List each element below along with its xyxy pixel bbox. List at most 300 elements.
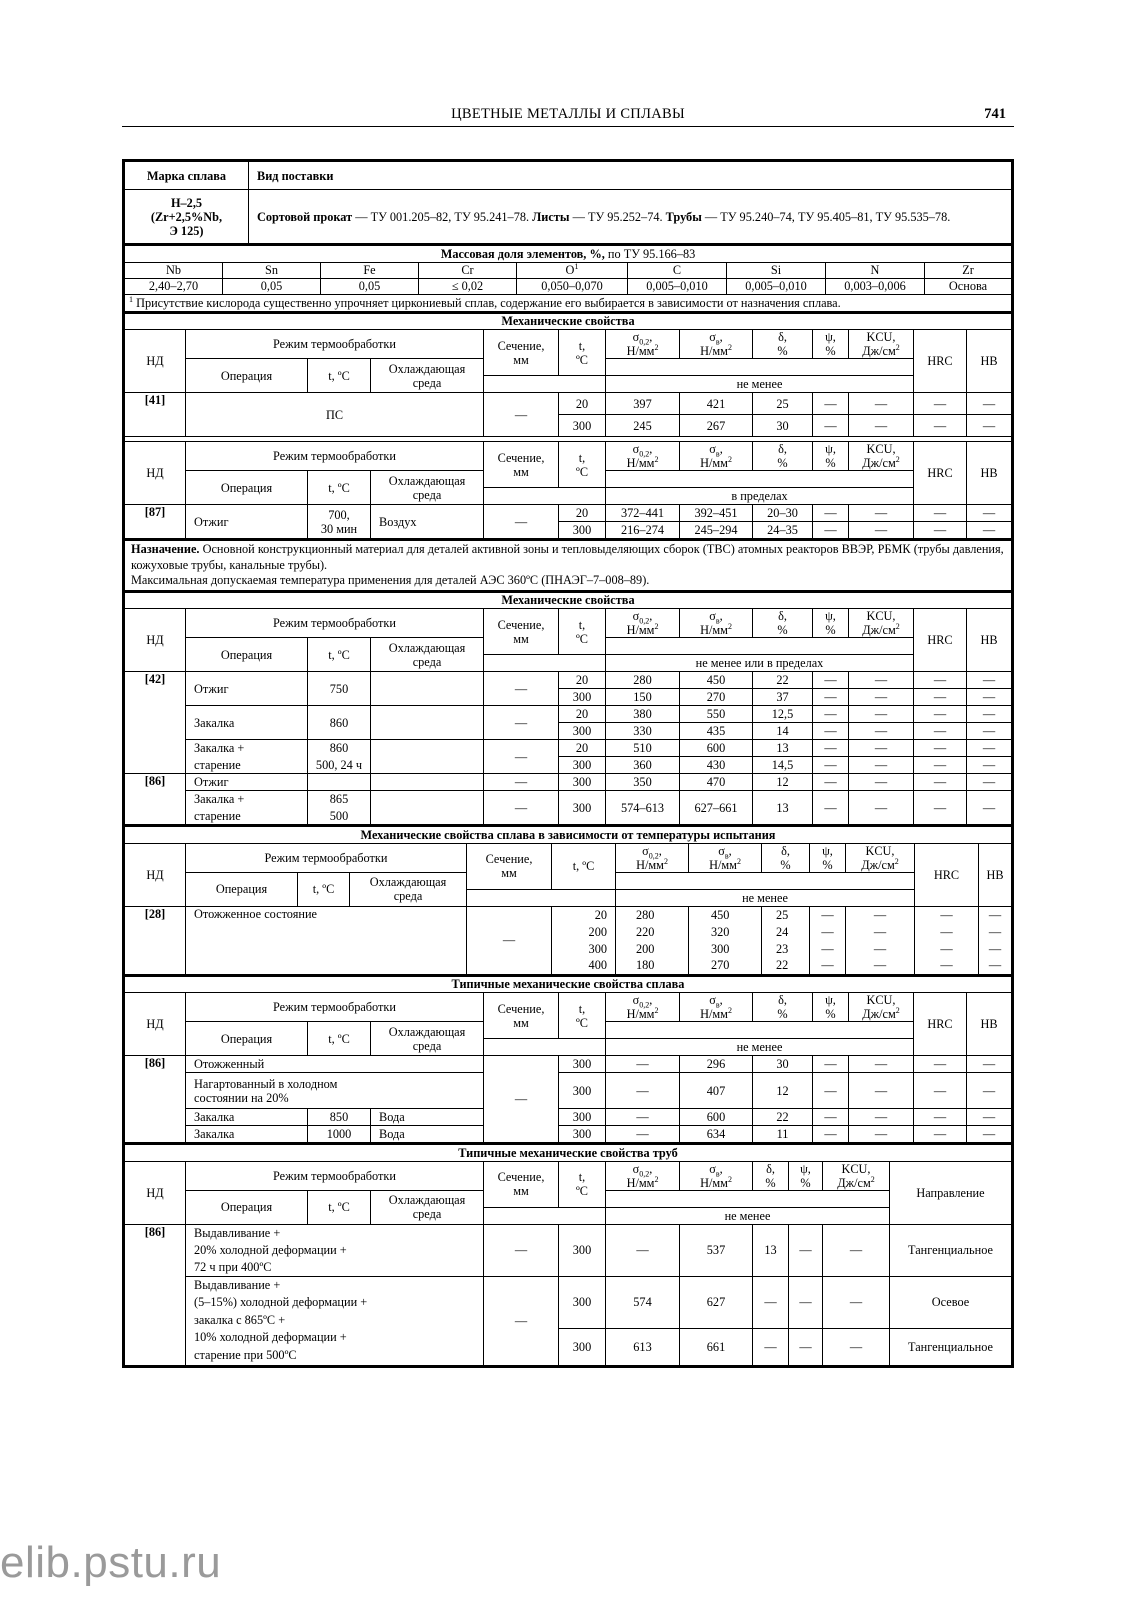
cell: 360	[606, 757, 680, 774]
section-value: —	[484, 791, 559, 825]
element-header-row	[125, 262, 1012, 278]
col-psi: ψ, %	[813, 442, 849, 471]
cell: —	[606, 1109, 680, 1126]
cell: —	[810, 923, 846, 940]
col-nd: НД	[125, 843, 186, 906]
element-nb: Nb	[125, 262, 223, 278]
col-operation: Операция	[186, 1190, 308, 1224]
heat-temp: 860	[308, 706, 371, 740]
cell: 30	[753, 415, 813, 437]
test-temp: 20	[559, 740, 606, 757]
cell: —	[813, 774, 849, 791]
element-fe: Fe	[321, 262, 419, 278]
col-sigma02: $\sigma_{0,2}$, $Н/мм^2$	[606, 993, 680, 1022]
col-sigmav: $\sigma_в$, $Н/мм^2$	[680, 993, 753, 1022]
cell: —	[967, 791, 1012, 825]
heat-treatment-op: Закалка +	[186, 791, 308, 808]
cell: —	[753, 1276, 789, 1328]
cell: —	[789, 1276, 823, 1328]
col-sigma02: $\sigma_{0,2}$, $Н/мм^2$	[606, 1161, 680, 1190]
heat-temp: 1000	[308, 1126, 371, 1143]
cell: 627	[680, 1276, 753, 1328]
cell: 613	[606, 1328, 680, 1365]
cell: —	[914, 774, 967, 791]
element-zr: Zr	[925, 262, 1012, 278]
cooling-medium: Воздух	[371, 505, 484, 539]
cell: —	[606, 1224, 680, 1276]
cell: 421	[680, 393, 753, 415]
section-value: —	[484, 505, 559, 539]
tube-props-table	[124, 1143, 1012, 1366]
col-nd: НД	[125, 330, 186, 393]
col-sigma02: $\sigma_{0,2}$, $Н/мм^2$	[616, 843, 689, 872]
cell: —	[979, 940, 1012, 957]
col-regime: Режим термообработки	[186, 330, 484, 359]
cell: 627–661	[680, 791, 753, 825]
direction-value: Тангенциальное	[890, 1224, 1012, 1276]
cell: 450	[680, 672, 753, 689]
cell: —	[849, 672, 914, 689]
cell: —	[813, 1109, 849, 1126]
value-n: 0,003–0,006	[826, 278, 925, 294]
value-zr: Основа	[925, 278, 1012, 294]
cell: 634	[680, 1126, 753, 1143]
test-temp: 300	[559, 1276, 606, 1328]
cell: —	[849, 415, 914, 437]
col-test-temp: t, ºC	[552, 843, 616, 889]
cell: 220	[616, 923, 689, 940]
col-cooling: Охлаждающая среда	[371, 1190, 484, 1224]
col-psi: ψ, %	[810, 843, 846, 872]
test-temp: 20	[559, 393, 606, 415]
cell: —	[849, 505, 914, 522]
mech-props-table-2	[124, 441, 1012, 539]
col-direction: Направление	[890, 1161, 1012, 1224]
running-title: ЦВЕТНЫЕ МЕТАЛЛЫ И СПЛАВЫ	[451, 106, 685, 122]
col-psi: ψ, %	[813, 609, 849, 638]
test-temp: 20	[559, 505, 606, 522]
cell: 22	[762, 957, 810, 974]
col-sigmav: $\sigma_в$, $Н/мм^2$	[680, 330, 753, 359]
element-cr: Cr	[419, 262, 517, 278]
direction-value: Осевое	[890, 1276, 1012, 1328]
heat-treatment-op-cont: старение	[186, 757, 308, 774]
col-psi: ψ, %	[789, 1161, 823, 1190]
test-temp: 300	[559, 689, 606, 706]
heat-treatment-op: Нагартованный в холодном состоянии на 20%	[186, 1073, 484, 1109]
cell: 550	[680, 706, 753, 723]
col-hrc: HRC	[914, 609, 967, 672]
cell: —	[967, 740, 1012, 757]
col-sigmav: $\sigma_в$, $Н/мм^2$	[680, 609, 753, 638]
col-sigma02: $\sigma_{0,2}$, $Н/мм^2$	[606, 442, 680, 471]
cell: 300	[689, 940, 762, 957]
composition-title: Массовая доля элементов, %, по ТУ 95.166–83	[125, 245, 1012, 262]
cell: —	[823, 1224, 890, 1276]
col-regime: Режим термообработки	[186, 843, 467, 872]
cell: 661	[680, 1328, 753, 1365]
col-delta: δ, %	[753, 442, 813, 471]
value-sn: 0,05	[223, 278, 321, 294]
heat-treatment-op-cont: старение	[186, 808, 308, 825]
cell: 296	[680, 1056, 753, 1073]
cell: —	[967, 672, 1012, 689]
col-cooling: Охлаждающая среда	[350, 872, 467, 906]
cell: —	[915, 940, 979, 957]
test-temp: 20	[559, 672, 606, 689]
cooling-medium: Вода	[371, 1126, 484, 1143]
cell: —	[979, 923, 1012, 940]
value-nb: 2,40–2,70	[125, 278, 223, 294]
alloy-datasheet	[122, 159, 1014, 1368]
test-temp: 300	[559, 1073, 606, 1109]
test-temp: 300	[559, 1328, 606, 1365]
cell: 245–294	[680, 522, 753, 539]
section-value: —	[467, 906, 552, 974]
limit-note: не менее	[606, 1207, 890, 1224]
test-temp: 300	[559, 522, 606, 539]
composition-table	[124, 244, 1012, 312]
test-temp: 20	[552, 906, 616, 923]
cell: —	[789, 1328, 823, 1365]
col-operation: Операция	[186, 638, 308, 672]
cell: —	[849, 1056, 914, 1073]
cell: —	[849, 1073, 914, 1109]
col-delta: δ, %	[753, 993, 813, 1022]
heat-temp-cont: 500, 24 ч	[308, 757, 371, 774]
test-temp: 300	[559, 1224, 606, 1276]
col-cooling: Охлаждающая среда	[371, 1022, 484, 1056]
section-title-mech-1: Механические свойства	[125, 313, 1012, 330]
test-temp: 300	[552, 940, 616, 957]
cell: —	[813, 1073, 849, 1109]
col-sigma02: $\sigma_{0,2}$, $Н/мм^2$	[606, 609, 680, 638]
cell: —	[846, 923, 915, 940]
cell: —	[849, 393, 914, 415]
cell: 20–30	[753, 505, 813, 522]
heat-temp: 865	[308, 791, 371, 808]
cell: 245	[606, 415, 680, 437]
section-value: —	[484, 774, 559, 791]
cell: —	[915, 957, 979, 974]
direction-value: Тангенциальное	[890, 1328, 1012, 1365]
typical-props-table	[124, 975, 1012, 1144]
cell: —	[967, 689, 1012, 706]
cell: 25	[762, 906, 810, 923]
cell: 574–613	[606, 791, 680, 825]
heat-treatment-op: Отжиг	[186, 505, 308, 539]
cell: —	[753, 1328, 789, 1365]
test-temp: 300	[559, 791, 606, 825]
cell: 30	[753, 1056, 813, 1073]
cell: 12,5	[753, 706, 813, 723]
cell: 23	[762, 940, 810, 957]
col-kcu: KCU, $Дж/см^2$	[846, 843, 915, 872]
cell: —	[967, 415, 1012, 437]
supply-col-header: Вид поставки	[249, 162, 1012, 190]
cell: 350	[606, 774, 680, 791]
cell: —	[606, 1126, 680, 1143]
col-regime: Режим термообработки	[186, 993, 484, 1022]
cell: —	[813, 672, 849, 689]
nd-ref: [86]	[125, 1224, 186, 1365]
section-title-tubes: Типичные механические свойства труб	[125, 1144, 1012, 1161]
cell: —	[914, 393, 967, 415]
cell: 600	[680, 740, 753, 757]
element-value-row	[125, 278, 1012, 294]
col-psi: ψ, %	[813, 993, 849, 1022]
col-nd: НД	[125, 442, 186, 505]
limit-note: не менее	[616, 889, 915, 906]
cell: 270	[680, 689, 753, 706]
cell: 12	[753, 774, 813, 791]
cell: 13	[753, 791, 813, 825]
element-o: $O^1$	[517, 262, 628, 278]
col-hrc: HRC	[914, 993, 967, 1056]
cell: —	[967, 774, 1012, 791]
heat-treatment-op: Отжиг	[186, 774, 308, 791]
section-value: —	[484, 1276, 559, 1365]
cell: —	[967, 1056, 1012, 1073]
nd-ref: [28]	[125, 906, 186, 974]
heat-treatment-op: Отожженное состояние	[186, 906, 467, 974]
cell: 430	[680, 757, 753, 774]
cell: 13	[753, 1224, 789, 1276]
heat-treatment-op: ПС	[186, 393, 484, 437]
cell: —	[967, 393, 1012, 415]
supply-forms: Сортовой прокат — ТУ 001.205–82, ТУ 95.241–78. Листы — ТУ 95.252–74. Трубы — ТУ 95.240–74, ТУ 95.405–81, ТУ 95.535–78.	[249, 190, 1012, 244]
cell: 330	[606, 723, 680, 740]
section-value: —	[484, 1224, 559, 1276]
section-value: —	[484, 672, 559, 706]
cell: —	[849, 689, 914, 706]
col-delta: δ, %	[753, 330, 813, 359]
col-cooling: Охлаждающая среда	[371, 638, 484, 672]
col-operation: Операция	[186, 471, 308, 505]
col-kcu: KCU, $Дж/см^2$	[849, 609, 914, 638]
cell: —	[914, 757, 967, 774]
value-cr: ≤ 0,02	[419, 278, 517, 294]
composition-footnote: $^1$ Присутствие кислорода существенно упрочняет циркониевый сплав, содержание его выбирается в зависимости от назначения сплава.	[125, 294, 1012, 311]
col-sigmav: $\sigma_в$, $Н/мм^2$	[680, 442, 753, 471]
col-nd: НД	[125, 993, 186, 1056]
cell: —	[813, 689, 849, 706]
limit-note: в пределах	[606, 488, 914, 505]
cell: 200	[616, 940, 689, 957]
cell: —	[849, 723, 914, 740]
test-temp: 300	[559, 774, 606, 791]
cell: —	[606, 1073, 680, 1109]
col-hb: НВ	[967, 330, 1012, 393]
cell: —	[914, 1073, 967, 1109]
test-temp: 300	[559, 1056, 606, 1073]
cell: 435	[680, 723, 753, 740]
cell: 510	[606, 740, 680, 757]
col-test-temp: t, ºC	[559, 1161, 606, 1207]
cell: 280	[616, 906, 689, 923]
col-operation: Операция	[186, 1022, 308, 1056]
heat-treatment-op: Закалка	[186, 706, 308, 740]
cell: —	[810, 957, 846, 974]
cell: 600	[680, 1109, 753, 1126]
test-temp: 300	[559, 757, 606, 774]
element-sn: Sn	[223, 262, 321, 278]
test-temp: 300	[559, 723, 606, 740]
heat-treatment-op: Закалка	[186, 1109, 308, 1126]
nd-ref: [86]	[125, 1056, 186, 1143]
col-sigma02: $\sigma_{0,2}$, $Н/мм^2$	[606, 330, 680, 359]
col-hb: НВ	[979, 843, 1012, 906]
purpose-paragraph: Назначение. Основной конструкционный материал для деталей активной зоны и тепловыделяющих сборок (ТВС) атомных реакторов ВВЭР, РБМК (трубы давления, кожуховые трубы, канальные трубы). Максимальная допускаемая температура применения для деталей АЭС 360ºС (ПНАЭГ–7–008–89).	[124, 539, 1012, 591]
cell: —	[810, 940, 846, 957]
cell: 267	[680, 415, 753, 437]
cell: —	[914, 706, 967, 723]
cell: 380	[606, 706, 680, 723]
col-hrc: HRC	[914, 442, 967, 505]
cell: 537	[680, 1224, 753, 1276]
test-temp: 300	[559, 1126, 606, 1143]
cell: —	[813, 791, 849, 825]
col-delta: δ, %	[753, 1161, 789, 1190]
cell: 450	[689, 906, 762, 923]
cell: 11	[753, 1126, 813, 1143]
section-title-temp-dependence: Механические свойства сплава в зависимости от температуры испытания	[125, 826, 1012, 843]
col-test-temp: t, ºC	[559, 993, 606, 1039]
col-regime: Режим термообработки	[186, 442, 484, 471]
cooling-medium: Вода	[371, 1109, 484, 1126]
cell: 14	[753, 723, 813, 740]
page-number: 741	[984, 106, 1006, 122]
col-section: Сечение, мм	[484, 993, 559, 1039]
cell: 24	[762, 923, 810, 940]
heat-treatment-op: Отжиг	[186, 672, 308, 706]
col-cooling: Охлаждающая среда	[371, 471, 484, 505]
cell: —	[979, 906, 1012, 923]
col-hrc: HRC	[915, 843, 979, 906]
cell: 372–441	[606, 505, 680, 522]
cell: —	[813, 706, 849, 723]
cell: 25	[753, 393, 813, 415]
col-sigmav: $\sigma_в$, $Н/мм^2$	[680, 1161, 753, 1190]
cell: —	[967, 706, 1012, 723]
cell: —	[915, 906, 979, 923]
value-c: 0,005–0,010	[628, 278, 727, 294]
cell: —	[810, 906, 846, 923]
mech-props-table-3	[124, 591, 1012, 826]
cell: —	[846, 940, 915, 957]
col-test-temp: t, ºC	[559, 330, 606, 376]
nd-ref: [86]	[125, 774, 186, 825]
cell: —	[823, 1328, 890, 1365]
cell: —	[849, 791, 914, 825]
watermark: elib.pstu.ru	[0, 1538, 222, 1587]
cell: —	[849, 740, 914, 757]
col-cooling: Охлаждающая среда	[371, 359, 484, 393]
col-section: Сечение, мм	[484, 1161, 559, 1207]
cell: —	[914, 672, 967, 689]
cell: 397	[606, 393, 680, 415]
col-hb: НВ	[967, 993, 1012, 1056]
nd-ref: [42]	[125, 672, 186, 774]
col-operation: Операция	[186, 359, 308, 393]
cell: —	[914, 1109, 967, 1126]
col-temp: t, ºC	[308, 638, 371, 672]
col-kcu: KCU, $Дж/см^2$	[849, 442, 914, 471]
cell: —	[914, 415, 967, 437]
cell: —	[914, 1056, 967, 1073]
cell: 14,5	[753, 757, 813, 774]
cell: 22	[753, 672, 813, 689]
grade-name: Н–2,5 (Zr+2,5%Nb, Э 125)	[125, 190, 249, 244]
cell: —	[849, 706, 914, 723]
cell: 24–35	[753, 522, 813, 539]
cell: 392–451	[680, 505, 753, 522]
heat-treatment-op: Закалка	[186, 1126, 308, 1143]
col-nd: НД	[125, 1161, 186, 1224]
cell: 407	[680, 1073, 753, 1109]
cell: —	[813, 522, 849, 539]
col-regime: Режим термообработки	[186, 609, 484, 638]
cell: —	[914, 689, 967, 706]
col-test-temp: t, ºC	[559, 442, 606, 488]
cell: —	[849, 1109, 914, 1126]
test-temp: 20	[559, 706, 606, 723]
col-test-temp: t, ºC	[559, 609, 606, 655]
cell: —	[813, 757, 849, 774]
cell: 574	[606, 1276, 680, 1328]
element-si: Si	[727, 262, 826, 278]
col-nd: НД	[125, 609, 186, 672]
col-temp: t, ºC	[308, 471, 371, 505]
col-section: Сечение, мм	[484, 330, 559, 376]
heat-treatment-op: Отожженный	[186, 1056, 484, 1073]
limit-note: не менее	[606, 1039, 914, 1056]
section-value: —	[484, 740, 559, 774]
cell: —	[967, 505, 1012, 522]
col-psi: ψ, %	[813, 330, 849, 359]
nd-ref: [87]	[125, 505, 186, 539]
col-kcu: KCU, $Дж/см^2$	[823, 1161, 890, 1190]
cell: 13	[753, 740, 813, 757]
cell: —	[813, 505, 849, 522]
cell: 280	[606, 672, 680, 689]
heat-treatment-op: Закалка +	[186, 740, 308, 757]
cell: —	[813, 393, 849, 415]
col-kcu: KCU, $Дж/см^2$	[849, 993, 914, 1022]
element-n: N	[826, 262, 925, 278]
col-hrc: HRC	[914, 330, 967, 393]
cell: —	[813, 723, 849, 740]
running-header	[122, 104, 1014, 127]
cell: —	[967, 723, 1012, 740]
test-temp: 400	[552, 957, 616, 974]
col-operation: Операция	[186, 872, 298, 906]
value-fe: 0,05	[321, 278, 419, 294]
cell: —	[914, 723, 967, 740]
cell: —	[789, 1224, 823, 1276]
heat-treatment-op: Выдавливание + 20% холодной деформации + 72 ч при 400ºС	[186, 1224, 484, 1276]
cell: —	[914, 1126, 967, 1143]
limit-note: не менее	[606, 376, 914, 393]
cell: 180	[616, 957, 689, 974]
cell: —	[967, 757, 1012, 774]
col-section: Сечение, мм	[484, 442, 559, 488]
cell: —	[849, 1126, 914, 1143]
col-temp: t, ºC	[308, 1022, 371, 1056]
cell: —	[606, 1056, 680, 1073]
cell: —	[846, 957, 915, 974]
cell: 470	[680, 774, 753, 791]
